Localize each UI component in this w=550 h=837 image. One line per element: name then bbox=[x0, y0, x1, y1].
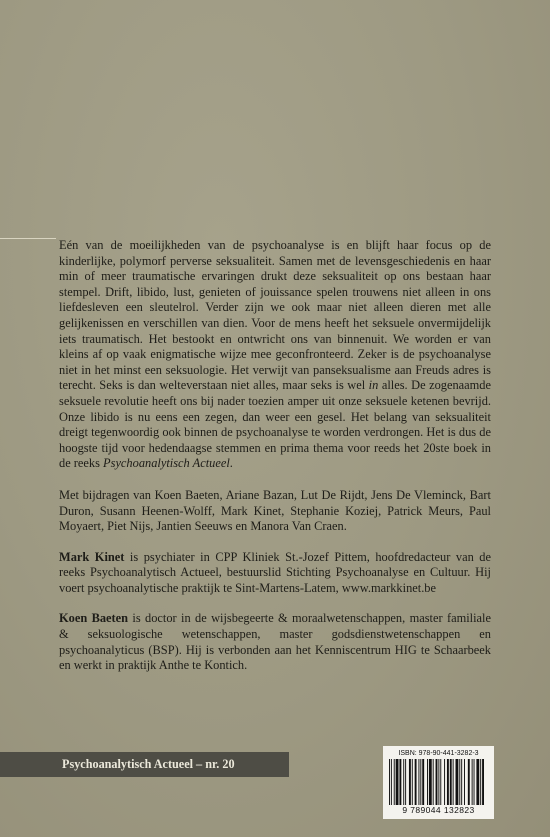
barcode-icon bbox=[387, 759, 490, 805]
blurb-text-part1: Eén van de moeilijkheden van de psychoanalyse is en blijft haar focus op de kinderlijke, polymorf perverse seksualiteit. Samen met de levensgeschiedenis en haar min of meer traumatische ervaringen drukt deze seksualiteit op ons bestaan haar stempel. Drift, libido, lust, genieten of jouissance spelen trouwens niet alleen in ons liefdesleven een sleutelrol. Verder zijn we ook maar niet alleen dieren met alle gelijkenissen en verschillen van dien. Voor de mens heeft het seksuele onvermijdelijk iets traumatisch. Het bestookt en ontwricht ons van binnenuit. We worden er van kleins af op vaak enigmatische wijze mee geconfronteerd. Zeker is de psychoanalyse niet in het minst een seksuologie. Het verwijt van panseksualisme aan Freuds adres is terecht. Seks is dan welteverstaan niet alles, maar seks is wel bbox=[59, 238, 491, 393]
contributors-paragraph: Met bijdragen van Koen Baeten, Ariane Bazan, Lut De Rijdt, Jens De Vleminck, Bart Duron, Susann Heenen-Wolff, Mark Kinet, Stephanie Koziej, Patrick Meurs, Paul Moyaert, Piet Nijs, Jantien Seeuws en Manora Van Craen. bbox=[59, 487, 491, 534]
barcode-digits: 9 789044 132823 bbox=[402, 805, 475, 815]
bio-name: Koen Baeten bbox=[59, 611, 129, 626]
blurb-end: . bbox=[229, 456, 233, 471]
blurb-series-title: Psychoanalytisch Actueel bbox=[103, 456, 230, 471]
bio-text: is psychiater in CPP Kliniek St.-Jozef Pittem, hoofdredacteur van de reeks Psychoanalytisch Actueel, bestuurslid Stichting Psychoanalyse en Cultuur. Hij voert psychoanalytische praktijk te Sint-Martens-Latem, www.markkinet.be bbox=[59, 549, 491, 595]
blurb-paragraph bbox=[59, 238, 491, 472]
bio-name: Mark Kinet bbox=[59, 549, 125, 564]
blurb-text-part2: alles. De zogenaamde seksuele revolutie heeft ons bij nader toezien amper uit onze seksuele ketenen bevrijd. Onze libido is nu eens een zegen, dan weer een gesel. Het belang van seksualiteit dreigt tegenwoordig ook binnen de psychoanalyse te worden verdrongen. Het is dus de hoogste tijd voor hedendaagse stemmen en prima thema voor reeds het 20ste boek in de reeks bbox=[59, 378, 491, 471]
back-cover-text bbox=[59, 238, 491, 689]
accent-rule bbox=[0, 238, 56, 239]
bio-koen-baeten bbox=[59, 611, 491, 673]
isbn-label: ISBN: 978-90-441-3282-3 bbox=[398, 750, 479, 757]
series-band: Psychoanalytisch Actueel – nr. 20 bbox=[0, 752, 289, 777]
barcode-panel bbox=[383, 746, 494, 819]
blurb-emphasis: in bbox=[368, 378, 379, 393]
bio-text: is doctor in de wijsbegeerte & moraalwetenschappen, master familiale & seksuologische wetenschappen, master godsdienstwetenschappen en psychoanalyticus (BSP). Hij is verbonden aan het Kenniscentrum HIG te Schaarbeek en werkt in praktijk Anthe te Kontich. bbox=[59, 611, 491, 673]
bio-mark-kinet bbox=[59, 550, 491, 597]
